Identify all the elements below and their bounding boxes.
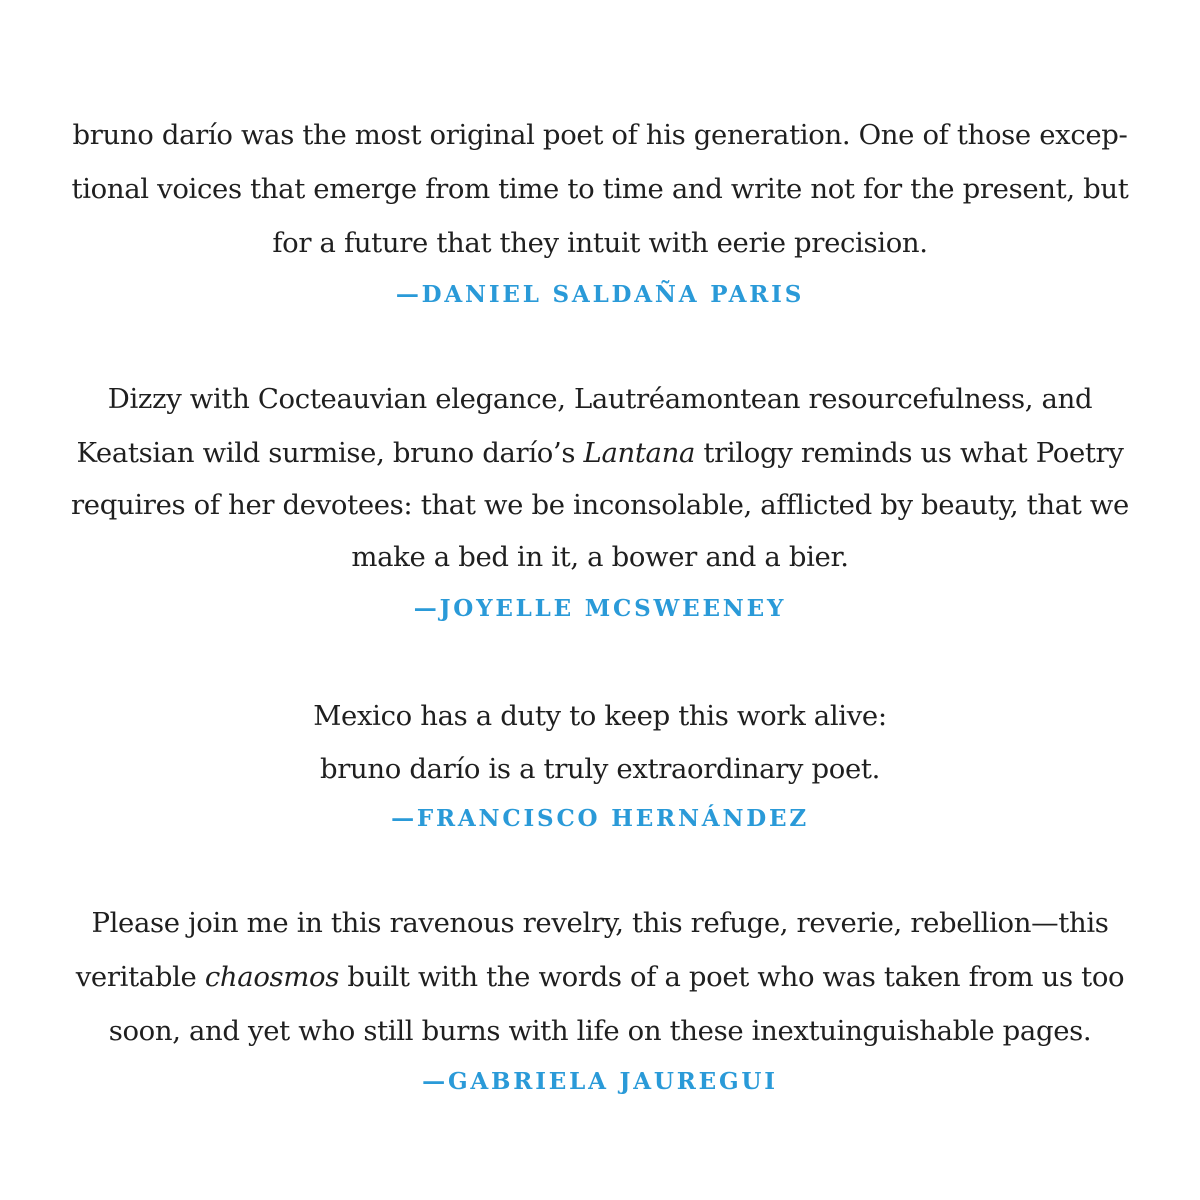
quote-1-line-3: for a future that they intuit with eerie precision.	[272, 227, 928, 259]
quote-1-line-2: tional voices that emerge from time to time and write not for the present, but	[71, 173, 1129, 205]
quote-4-attribution: —GABRIELA JAUREGUI	[422, 1068, 778, 1095]
quote-4-line-2-text-after: built with the words of a poet who was taken from us too	[339, 961, 1125, 993]
quote-4-line-3: soon, and yet who still burns with life on these inextuinguishable pages.	[108, 1015, 1092, 1047]
quote-3-line-2: bruno darío is a truly extraordinary poet.	[319, 753, 880, 785]
quote-4-line-2	[0, 957, 1200, 997]
quote-2-line-4: make a bed in it, a bower and a bier.	[351, 541, 849, 573]
quote-1-attribution: —DANIEL SALDAÑA PARIS	[395, 281, 805, 308]
quote-4-line-1: Please join me in this ravenous revelry, this refuge, reverie, rebellion—this	[91, 907, 1109, 939]
book-title-lantana: Lantana	[583, 437, 696, 469]
italic-word-chaosmos: chaosmos	[204, 961, 339, 993]
quote-3-line-1: Mexico has a duty to keep this work alive:	[313, 700, 887, 732]
quote-2-line-2-text-after: trilogy reminds us what Poetry	[695, 437, 1124, 469]
quote-2-line-3: requires of her devotees: that we be inconsolable, afflicted by beauty, that we	[71, 489, 1129, 521]
quote-3-attribution: —FRANCISCO HERNÁNDEZ	[391, 805, 809, 832]
quote-2-line-2	[0, 433, 1200, 473]
quote-1-line-1: bruno darío was the most original poet of his generation. One of those excep-	[72, 119, 1128, 151]
quote-4-line-2-text-before: veritable	[75, 961, 205, 993]
quote-2-line-2-text-before: Keatsian wild surmise, bruno darío’s	[76, 437, 584, 469]
quote-2-line-1: Dizzy with Cocteauvian elegance, Lautréamontean resourcefulness, and	[107, 383, 1093, 415]
quote-2-attribution: —JOYELLE MCSWEENEY	[413, 595, 787, 622]
